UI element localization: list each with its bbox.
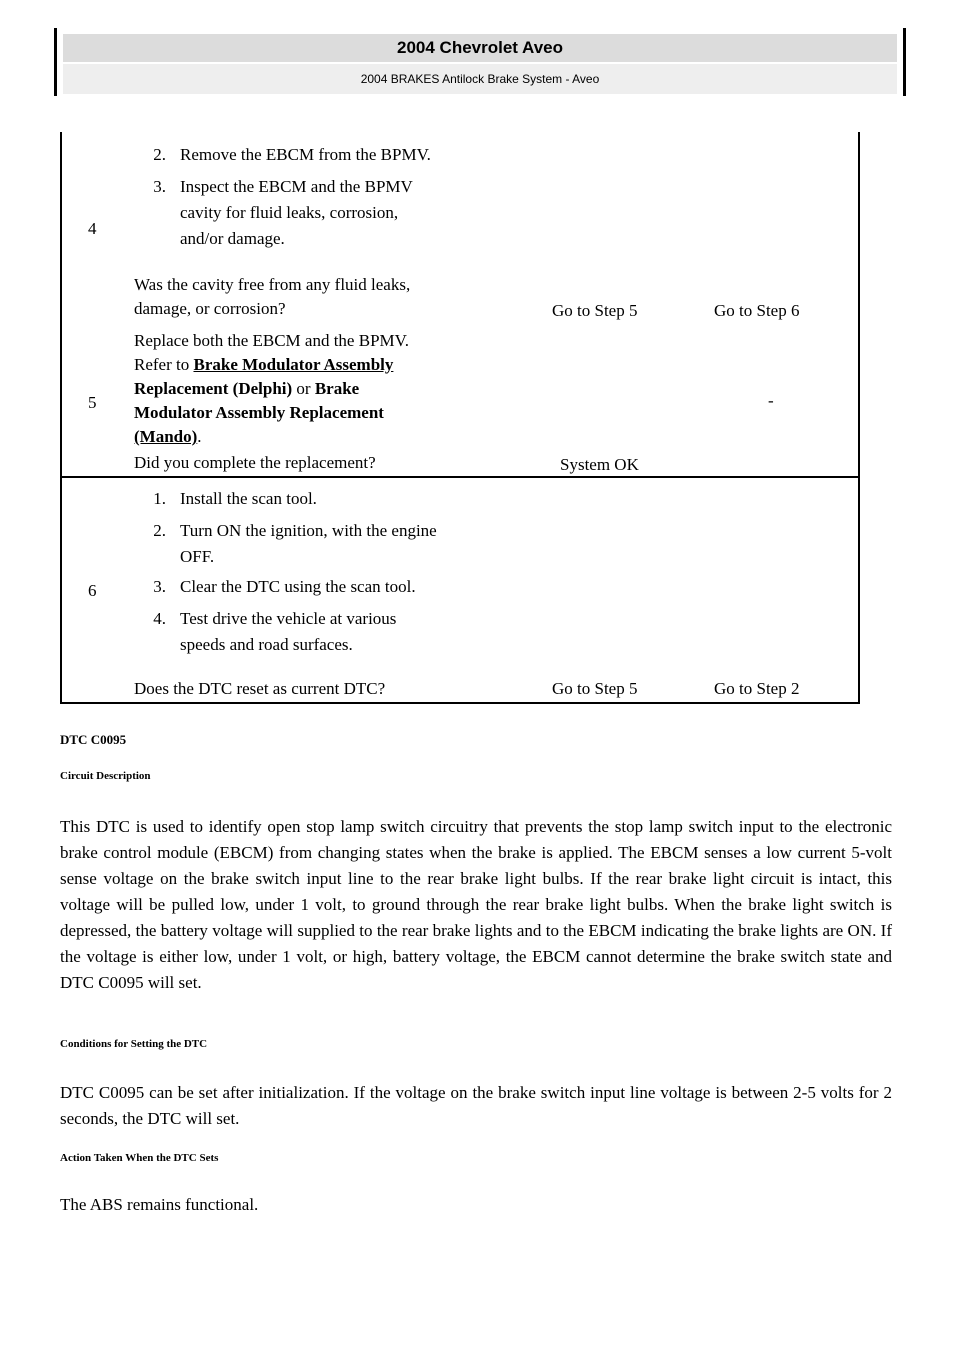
step-number: 6 <box>88 581 97 600</box>
action-text: The ABS remains functional. <box>60 1195 259 1214</box>
header-subtitle: 2004 BRAKES Antilock Brake System - Aveo <box>63 64 897 94</box>
no-action: Go to Step 2 <box>714 679 800 698</box>
instruction: Replace both the EBCM and the BPMV. <box>134 331 409 350</box>
header-title: 2004 Chevrolet Aveo <box>63 34 897 62</box>
question: Does the DTC reset as current DTC? <box>134 679 386 698</box>
no-action: - <box>768 391 774 410</box>
yes-action: Go to Step 5 <box>552 679 638 698</box>
document-header <box>54 28 906 96</box>
link-mando[interactable]: (Mando) <box>134 427 198 446</box>
yes-action: System OK <box>560 455 639 474</box>
circuit-description: This DTC is used to identify open stop lamp switch circuitry that prevents the stop lamp switch input to the electronic brake control module (EBCM) from changing states when the brake is applied. The EBCM senses a low current 5-volt sense voltage on the brake switch input line to the rear brake light bulbs. If the rear brake light circuit is intact, this voltage will be pulled low, under 1 volt, to ground through the rear brake light bulbs. When the brake light switch is depressed, the battery voltage will supplied to the rear brake lights and to the EBCM indicating the brake lights are ON. If the voltage is either low, under 1 volt, or high, battery voltage, the EBCM cannot determine the brake switch state and DTC C0095 will set. <box>60 817 892 992</box>
subsection-title: Conditions for Setting the DTC <box>60 1038 208 1050</box>
subsection-title: Action Taken When the DTC Sets <box>60 1152 219 1164</box>
link-brake-modulator-delphi-cont[interactable]: Replacement (Delphi) <box>134 379 293 398</box>
conditions-text: DTC C0095 can be set after initialization. If the voltage on the brake switch input line voltage is between 2-5 volts for 2 seconds, the DTC will set. <box>60 1083 892 1128</box>
link-brake-modulator-mando-cont[interactable]: Modulator Assembly Replacement <box>134 403 384 422</box>
question: Did you complete the replacement? <box>134 453 376 472</box>
question: Was the cavity free from any fluid leaks, <box>134 275 411 294</box>
no-action: Go to Step 6 <box>714 301 800 320</box>
subsection-title: Circuit Description <box>60 770 151 782</box>
link-brake-modulator-delphi[interactable]: Brake Modulator Assembly <box>193 355 394 374</box>
step-number: 5 <box>88 393 97 412</box>
yes-action: Go to Step 5 <box>552 301 638 320</box>
step-number: 4 <box>88 219 97 238</box>
section-title: DTC C0095 <box>60 732 127 747</box>
link-brake-modulator-mando[interactable]: Brake <box>314 379 360 398</box>
diagnostic-table: 4 2. Remove the EBCM from the BPMV. 3. Inspect the EBCM and the BPMV cavity for fluid leaks, corrosion, and/or damage. Was the cavity free from any fluid leaks, damage, or corrosion? Go to Step 5 Go to Step 6 5 Replace both the EBCM and the BPMV. Refer to Brake Modulator Assembly Replacement (Delphi) or Brake Modulator Assembly Replacement (Mando). Did you complete the replacement? System OK - 6 1. Install the scan tool. 2. Turn ON the ignition, with the engine OFF. 3. Clear the DTC using the scan tool. 4. Test drive the vehicle at various speeds and road surfaces. Does the DTC reset as current DTC? Go to Step 5 Go to Step 2 <box>60 132 860 704</box>
question: damage, or corrosion? <box>134 299 286 318</box>
